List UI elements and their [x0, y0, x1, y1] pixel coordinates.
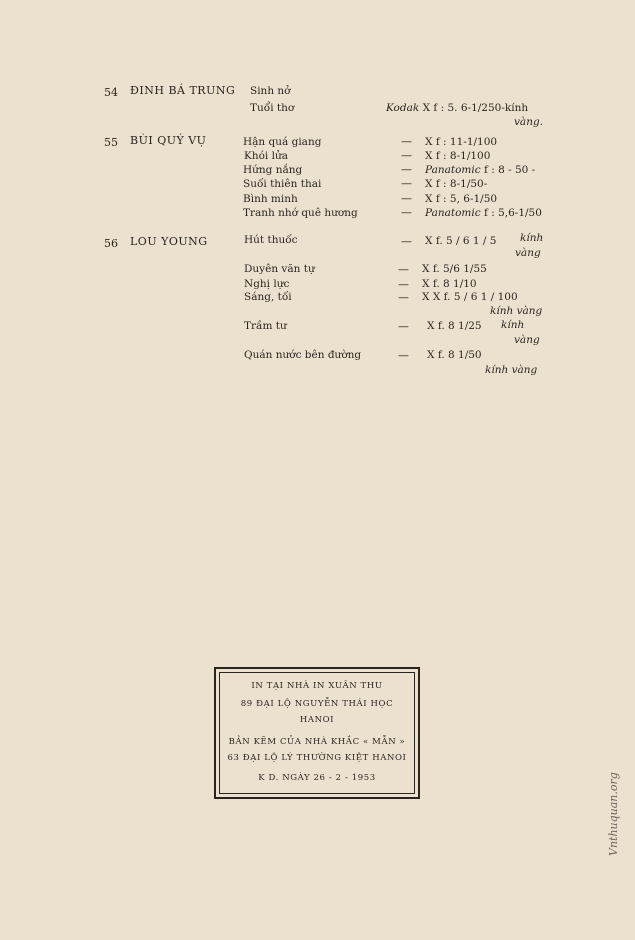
entry-number: 56	[104, 237, 118, 250]
printer-imprint-box	[214, 667, 420, 799]
settings-note: vàng	[515, 247, 541, 259]
settings-note: vàng.	[514, 116, 544, 128]
entry-number: 55	[104, 136, 118, 149]
settings-note: vàng	[514, 334, 540, 346]
camera-settings: X f. 8 1/50	[427, 349, 482, 361]
dash: —	[398, 278, 409, 291]
dash: —	[401, 135, 412, 148]
work-title: Sáng, tối	[244, 291, 292, 303]
dash: —	[401, 149, 412, 162]
author-name: LOU YOUNG	[130, 235, 208, 248]
camera-settings: X f : 8-1/50-	[425, 178, 488, 190]
dash: —	[401, 206, 412, 219]
settings-note: kính	[520, 232, 544, 244]
camera-settings: Kodak X f : 5. 6-1/250-kính	[386, 102, 529, 114]
work-title: Tranh nhớ quê hương	[243, 207, 358, 219]
dash: —	[398, 291, 409, 304]
camera-settings: X f. 5 / 6 1 / 5	[425, 235, 497, 247]
work-title: Nghị lực	[244, 278, 290, 290]
entry-number: 54	[104, 86, 118, 99]
imprint-line: HANOI	[299, 715, 335, 725]
settings-note: kính vàng	[490, 305, 543, 317]
imprint-line: IN TẠI NHÀ IN XUÂN THU	[251, 681, 383, 691]
author-name: BÙI QUÝ VỤ	[130, 134, 207, 147]
camera-settings: X f. 8 1/10	[422, 278, 477, 290]
dash: —	[401, 177, 412, 190]
camera-settings: X f : 5, 6-1/50	[425, 193, 498, 205]
work-title: Hận quá giang	[243, 136, 322, 148]
dash: —	[401, 235, 412, 248]
imprint-line: 63 ĐẠI LỘ LÝ THƯỜNG KIỆT HANOI	[227, 753, 407, 763]
imprint-inner-frame	[219, 672, 415, 794]
work-title: Bình minh	[243, 193, 298, 205]
camera-settings: X f. 8 1/25	[427, 320, 482, 332]
work-title: Khói lửa	[244, 150, 289, 162]
work-title: Trầm tư	[244, 320, 287, 332]
camera-settings: X X f. 5 / 6 1 / 100	[422, 291, 518, 303]
site-watermark: Vnthuquan.org	[607, 772, 620, 856]
work-title: Duyên văn tự	[244, 263, 315, 275]
camera-settings: X f : 11-1/100	[425, 136, 498, 148]
dash: —	[398, 349, 409, 362]
work-title: Hút thuốc	[244, 234, 298, 246]
imprint-line: 89 ĐẠI LỘ NGUYỄN THÁI HỌC	[240, 699, 394, 709]
dash: —	[401, 192, 412, 205]
work-title: Hứng nắng	[243, 164, 303, 176]
dash: —	[401, 163, 412, 176]
camera-settings: X f. 5/6 1/55	[422, 263, 487, 275]
camera-settings: Panatomic f : 5,6-1/50	[425, 207, 542, 219]
settings-note: kính vàng	[485, 364, 538, 376]
work-title: Suối thiên thai	[243, 178, 322, 190]
work-title: Tuổi thơ	[250, 102, 295, 114]
settings-note: kính	[501, 319, 525, 331]
author-name: ĐINH BÁ TRUNG	[130, 84, 236, 97]
imprint-line: BẢN KẼM CỦA NHÀ KHẮC « MẪN »	[228, 737, 406, 747]
camera-settings: X f : 8-1/100	[425, 150, 491, 162]
dash: —	[398, 263, 409, 276]
dash: —	[398, 320, 409, 333]
camera-settings: Panatomic f : 8 - 50 -	[425, 164, 536, 176]
work-title: Sinh nở	[250, 85, 291, 97]
work-title: Quán nước bên đường	[244, 349, 362, 361]
imprint-line: K D. NGÀY 26 - 2 - 1953	[258, 773, 376, 783]
